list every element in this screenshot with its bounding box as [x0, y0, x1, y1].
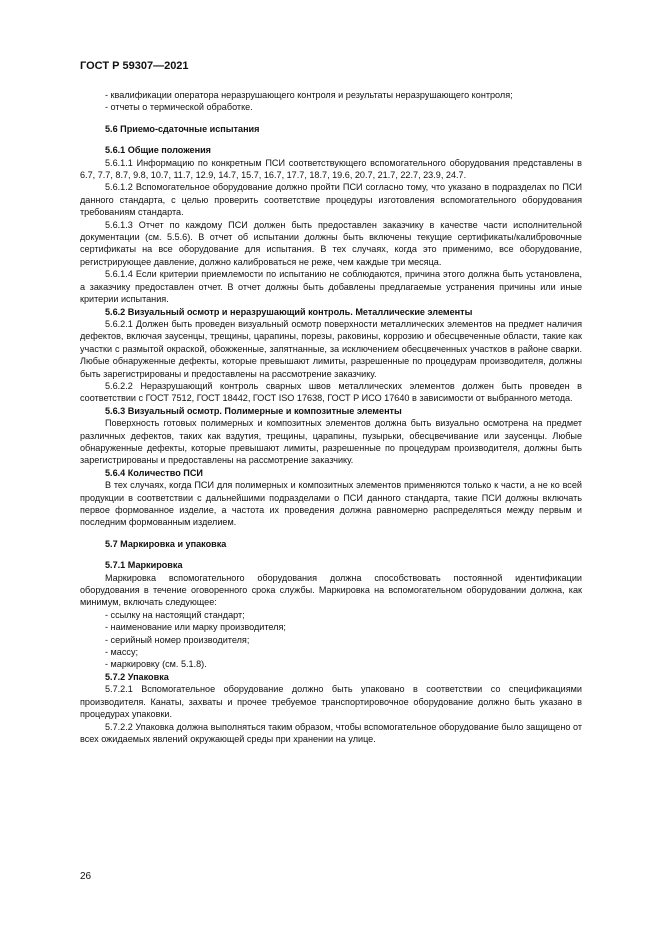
list-item: - квалификации оператора неразрушающего контроля и результаты неразрушающего контроля; — [105, 90, 513, 100]
subsection-heading-5-6-2: 5.6.2 Визуальный осмотр и неразрушающий контроль. Металлические элементы — [105, 306, 473, 317]
subsection-heading-5-6-4: 5.6.4 Количество ПСИ — [105, 467, 203, 478]
paragraph-5-6-1-3: 5.6.1.3 Отчет по каждому ПСИ должен быть предоставлен заказчику в качестве части исполнительной документации (см. 5.5.6). В отчет об испытании должны быть включены текущие сертификаты/калибровочные сертификаты на все оборудование для испытания. В тех случаях, когда это применимо, все оборудование, регистрирующее давление, должно калиброваться не реже, чем каждые три месяца. — [80, 219, 582, 267]
paragraph-5-6-2-1: 5.6.2.1 Должен быть проведен визуальный осмотр поверхности металлических элементов на предмет наличия дефектов, включая заусенцы, трещины, царапины, порезы, раковины, коррозию и обесцвеченные области, такие как участки с размытой окраской, обожженные, запятнанные, за исключением обесцвеченных участков в районе сварки. Любые обнаруженные дефекты, которые превышают лимиты, разрешенные по процедурам производителя, должны быть зарегистрированы и предоставлены на рассмотрение заказчику. — [80, 318, 582, 379]
paragraph-5-6-3: Поверхность готовых полимерных и композитных элементов должна быть визуально осмотрена на предмет различных дефектов, таких как вздутия, трещины, царапины, пузырьки, обесцвечивание или заусенцы. Любые обнаруженные дефекты, которые превышают лимиты, разрешенные по процедурам производителя, должны быть зарегистрированы и предоставлены на рассмотрение заказчику. — [80, 418, 582, 466]
document-body — [80, 89, 582, 745]
page-number: 26 — [80, 871, 92, 882]
paragraph-5-7-1: Маркировка вспомогательного оборудования должна способствовать постоянной идентификации оборудования в течение оговоренного срока службы. Маркировка на вспомогательном оборудовании должна, как минимум, включать следующее: — [80, 572, 582, 608]
subsection-heading-5-7-2: 5.7.2 Упаковка — [105, 671, 169, 682]
page-header: ГОСТ Р 59307—2021 — [80, 60, 189, 72]
section-heading-5-6: 5.6 Приемо-сдаточные испытания — [105, 123, 260, 134]
list-item: - отчеты о термической обработке. — [105, 102, 253, 113]
paragraph-5-6-1-1: 5.6.1.1 Информацию по конкретным ПСИ соответствующего вспомогательного оборудования представлены в 6.7, 7.7, 8.7, 9.8, 10.7, 11.7, 12.9, 14.7, 15.7, 16.7, 17.7, 18.7, 19.6, 20.7, 21.7, 22.7, 23.9, 24.7. — [80, 157, 582, 181]
list-item: - серийный номер производителя; — [105, 634, 250, 645]
list-item: - массу; — [105, 647, 139, 658]
subsection-heading-5-7-1: 5.7.1 Маркировка — [105, 560, 183, 571]
subsection-heading-5-6-3: 5.6.3 Визуальный осмотр. Полимерные и композитные элементы — [105, 405, 402, 416]
list-item: - наименование или марку производителя; — [105, 622, 286, 633]
paragraph-5-6-1-4: 5.6.1.4 Если критерии приемлемости по испытанию не соблюдаются, причина этого должна быть установлена, а заказчику предоставлен отчет. В отчет должны быть добавлены предлагаемые устранения причины или иные критерии испытания. — [80, 269, 582, 305]
subsection-heading-5-6-1: 5.6.1 Общие положения — [105, 145, 211, 156]
list-item: - ссылку на настоящий стандарт; — [105, 609, 245, 620]
paragraph-5-6-2-2: 5.6.2.2 Неразрушающий контроль сварных швов металлических элементов должен быть проведен в соответствии с ГОСТ 7512, ГОСТ 18442, ГОСТ ISO 17638, ГОСТ Р ИСО 17640 в зависимости от выбранного метода. — [80, 380, 582, 404]
paragraph-5-7-2-2: 5.7.2.2 Упаковка должна выполняться таким образом, чтобы вспомогательное оборудование было защищено от всех ожидаемых явлений окружающей среды при хранении на улице. — [80, 721, 582, 744]
section-heading-5-7: 5.7 Маркировка и упаковка — [105, 538, 227, 549]
paragraph-5-6-1-2: 5.6.1.2 Вспомогательное оборудование должно пройти ПСИ согласно тому, что указано в подразделах по ПСИ данного стандарта, с целью проверить соответствие процедуры изготовления вспомогательного оборудования требованиям стандарта. — [80, 182, 582, 218]
paragraph-5-7-2-1: 5.7.2.1 Вспомогательное оборудование должно быть упаковано в соответствии со спецификациями производителя. Канаты, захваты и прочее требуемое транспортировочное оборудование должно быть указано в процедурах упаковки. — [80, 684, 582, 720]
paragraph-5-6-4: В тех случаях, когда ПСИ для полимерных и композитных элементов применяются только к части, а не ко всей продукции в соответствии с дальнейшими подразделами о ПСИ данного стандарта, такие ПСИ должны включать первое формованное изделие, а частота их проведения должна равномерно распределяться между первым и последним формованным изделием. — [80, 480, 582, 528]
list-item: - маркировку (см. 5.1.8). — [105, 659, 207, 670]
